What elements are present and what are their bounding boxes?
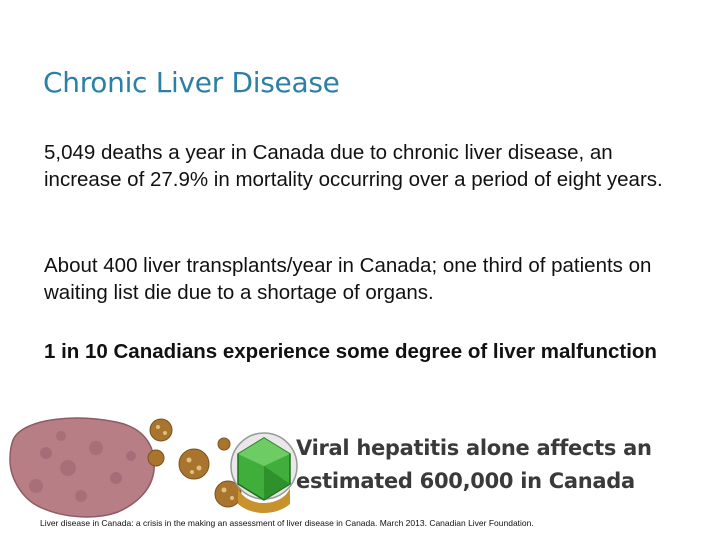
citation: Liver disease in Canada: a crisis in the making an assessment of liver disease in Canada. March 2013. Canadian Liver Foundation.: [40, 518, 534, 528]
hepatitis-banner-text: [296, 432, 652, 498]
banner-line-1: Viral hepatitis alone affects an: [296, 436, 652, 460]
paragraph-malfunction: 1 in 10 Canadians experience some degree of liver malfunction: [44, 340, 657, 363]
liver-illustration: [10, 418, 154, 517]
paragraph-transplants: About 400 liver transplants/year in Canada; one third of patients on waiting list die due to a shortage of organs.: [44, 254, 652, 304]
banner-line-2: estimated 600,000 in Canada: [296, 469, 635, 493]
hepatitis-gem-icon: [231, 433, 297, 513]
slide-title: Chronic Liver Disease: [43, 66, 340, 99]
paragraph-mortality: 5,049 deaths a year in Canada due to chronic liver disease, an increase of 27.9% in mortality occurring over a period of eight years.: [44, 141, 663, 191]
virus-icon: [148, 419, 241, 507]
